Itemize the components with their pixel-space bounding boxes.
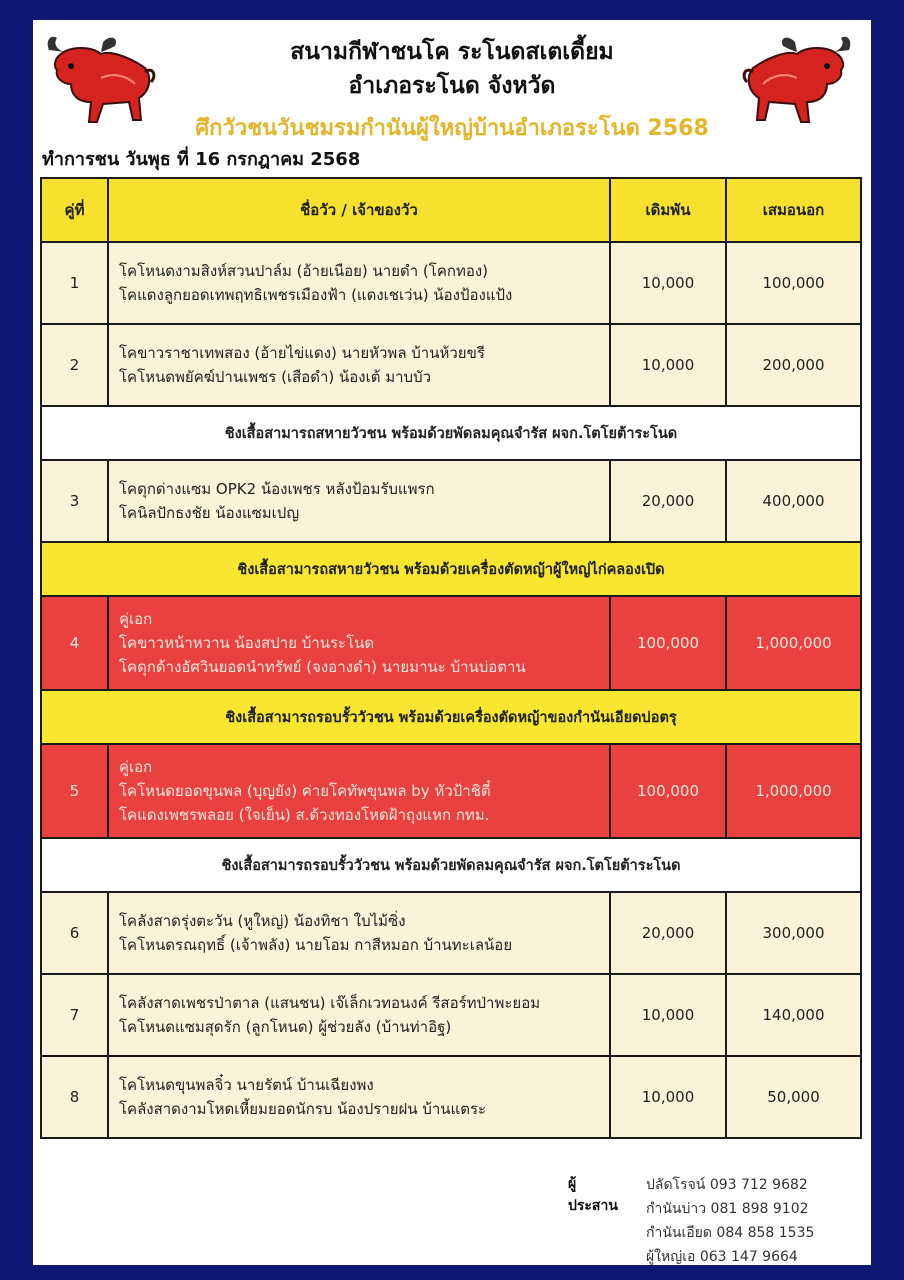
prize-band-row	[41, 542, 861, 596]
stadium-title: สนามกีฬาชนโค ระโนดสเตเดี้ยม	[290, 39, 614, 65]
contact-list	[646, 1173, 866, 1269]
bull-owner-line: โคโหนดพยัคฆ์ปานเพชร (เสือดำ) น้องเต้ มาบบัว	[119, 368, 432, 386]
header-pair-no: คู่ที่	[41, 178, 108, 242]
stake-amount: 100,000	[610, 744, 726, 838]
bull-owner-line: โคแดงเพชรพลอย (ใจเย็น) ส.ด้วงทองโหดฝ้าถุงแหก กทม.	[119, 806, 490, 824]
bull-owner-cell	[108, 1056, 610, 1138]
draw-prize-amount: 140,000	[726, 974, 861, 1056]
prize-band-row	[41, 838, 861, 892]
header-bull-owner: ชื่อวัว / เจ้าของวัว	[108, 178, 610, 242]
table-row	[41, 744, 861, 838]
prize-band-text: ชิงเสื้อสามารถรอบรั้ววัวชน พร้อมด้วยพัดลมคุณจำรัส ผจก.โตโยต้าระโนด	[41, 838, 861, 892]
draw-prize-amount: 1,000,000	[726, 744, 861, 838]
table-row	[41, 324, 861, 406]
stake-amount: 10,000	[610, 324, 726, 406]
header-draw-prize: เสมอนอก	[726, 178, 861, 242]
table-header-row	[41, 178, 861, 242]
bull-owner-line: โคดุกด้างอัศวินยอดนำทรัพย์ (จงอางดำ) นายมานะ บ้านบ่อตาน	[119, 658, 526, 676]
bull-owner-line: โคลังสาดรุ่งตะวัน (หูใหญ่) น้องทิชา ใบไม้ซิ่ง	[119, 912, 406, 930]
draw-prize-amount: 300,000	[726, 892, 861, 974]
draw-prize-amount: 100,000	[726, 242, 861, 324]
bull-owner-line: คู่เอก	[119, 758, 153, 776]
draw-prize-amount: 50,000	[726, 1056, 861, 1138]
pair-number: 8	[41, 1056, 108, 1138]
table-row	[41, 974, 861, 1056]
bull-owner-line: โคโหนดแซมสุดรัก (ลูกโหนด) ผู้ช่วยลัง (บ้านท่าอิฐ)	[119, 1018, 452, 1036]
bull-owner-line: โคลังสาดงามโหดเหี้ยมยอดนักรบ น้องปรายฝน บ้านแตระ	[119, 1100, 487, 1118]
pair-number: 4	[41, 596, 108, 690]
draw-prize-amount: 1,000,000	[726, 596, 861, 690]
table-row	[41, 242, 861, 324]
bull-owner-line: คู่เอก	[119, 610, 153, 628]
draw-prize-amount: 200,000	[726, 324, 861, 406]
stake-amount: 100,000	[610, 596, 726, 690]
fixtures-table	[40, 177, 862, 1139]
stake-amount: 10,000	[610, 1056, 726, 1138]
bull-owner-line: โคขาวราชาเทพสอง (อ้ายไข่แดง) นายหัวพล บ้านห้วยขรี	[119, 344, 485, 362]
bull-owner-cell	[108, 460, 610, 542]
table-row	[41, 892, 861, 974]
bull-owner-cell	[108, 974, 610, 1056]
stake-amount: 20,000	[610, 460, 726, 542]
stake-amount: 20,000	[610, 892, 726, 974]
draw-prize-amount: 400,000	[726, 460, 861, 542]
bull-owner-line: โคโหนดรณฤทธิ์ (เจ้าพลัง) นายโอม กาสีหมอก บ้านทะเลน้อย	[119, 936, 513, 954]
prize-band-row	[41, 690, 861, 744]
bull-owner-line: โคแดงลูกยอดเทพฤทธิเพชรเมืองฟ้า (แดงเชเว่น) น้องป้องแป้ง	[119, 286, 513, 304]
bull-owner-cell	[108, 324, 610, 406]
pair-number: 3	[41, 460, 108, 542]
table-row	[41, 1056, 861, 1138]
event-date: ทำการชน วันพุธ ที่ 16 กรกฎาคม 2568	[42, 149, 361, 170]
prize-band-text: ชิงเสื้อสามารถรอบรั้ววัวชน พร้อมด้วยเครื่องตัดหญ้าของกำนันเอียดบ่อตรุ	[41, 690, 861, 744]
coordinator-label: ผู้ประสาน	[568, 1176, 618, 1214]
bull-owner-cell	[108, 744, 610, 838]
header-stake: เดิมพัน	[610, 178, 726, 242]
bull-owner-line: โคโหนดยอดขุนพล (บุญยัง) ค่ายโคทัพขุนพล by หัวป้าชิตี๋	[119, 782, 491, 800]
pair-number: 6	[41, 892, 108, 974]
pair-number: 1	[41, 242, 108, 324]
stake-amount: 10,000	[610, 242, 726, 324]
table-row	[41, 460, 861, 542]
table-row	[41, 596, 861, 690]
event-title: ศึกวัวชนวันชมรมกำนันผู้ใหญ่บ้านอำเภอระโนด 2568	[195, 116, 709, 141]
contact-item: กำนันบ่าว 081 898 9102	[646, 1201, 809, 1217]
bull-owner-line: โคนิลปักธงชัย น้องแซมเปญ	[119, 504, 300, 522]
bull-owner-line: โคขาวหน้าหวาน น้องสปาย บ้านระโนด	[119, 634, 375, 652]
contact-item: กำนันเอียด 084 858 1535	[646, 1225, 815, 1241]
fixtures-body	[41, 242, 861, 1138]
prize-band-text: ชิงเสื้อสามารถสหายวัวชน พร้อมด้วยเครื่องตัดหญ้าผู้ใหญ่ไก่คลองเปิด	[41, 542, 861, 596]
stake-amount: 10,000	[610, 974, 726, 1056]
bull-owner-line: โคโหนดขุนพลจิ๋ว นายรัตน์ บ้านเฉียงพง	[119, 1076, 374, 1094]
poster	[33, 20, 871, 1265]
bull-owner-cell	[108, 242, 610, 324]
contact-item: ปลัดโรจน์ 093 712 9682	[646, 1177, 808, 1193]
pair-number: 2	[41, 324, 108, 406]
bull-owner-cell	[108, 892, 610, 974]
bull-owner-cell	[108, 596, 610, 690]
prize-band-text: ชิงเสื้อสามารถสหายวัวชน พร้อมด้วยพัดลมคุณจำรัส ผจก.โตโยต้าระโนด	[41, 406, 861, 460]
contact-item: ผู้ใหญ่เอ 063 147 9664	[646, 1249, 798, 1265]
bull-owner-line: โคลังสาดเพชรป่าตาล (แสนชน) เจ๊เล็กเวทอนงค์ รีสอร์ทป่าพะยอม	[119, 994, 541, 1012]
pair-number: 5	[41, 744, 108, 838]
district-title: อำเภอระโนด จังหวัด	[348, 73, 556, 99]
prize-band-row	[41, 406, 861, 460]
bull-owner-line: โคดุกด่างแซม OPK2 น้องเพชร หลังป้อมรับแพรก	[119, 480, 435, 498]
pair-number: 7	[41, 974, 108, 1056]
bull-owner-line: โคโหนดงามสิงห์สวนปาล์ม (อ้ายเนือย) นายดำ (โคกทอง)	[119, 262, 489, 280]
